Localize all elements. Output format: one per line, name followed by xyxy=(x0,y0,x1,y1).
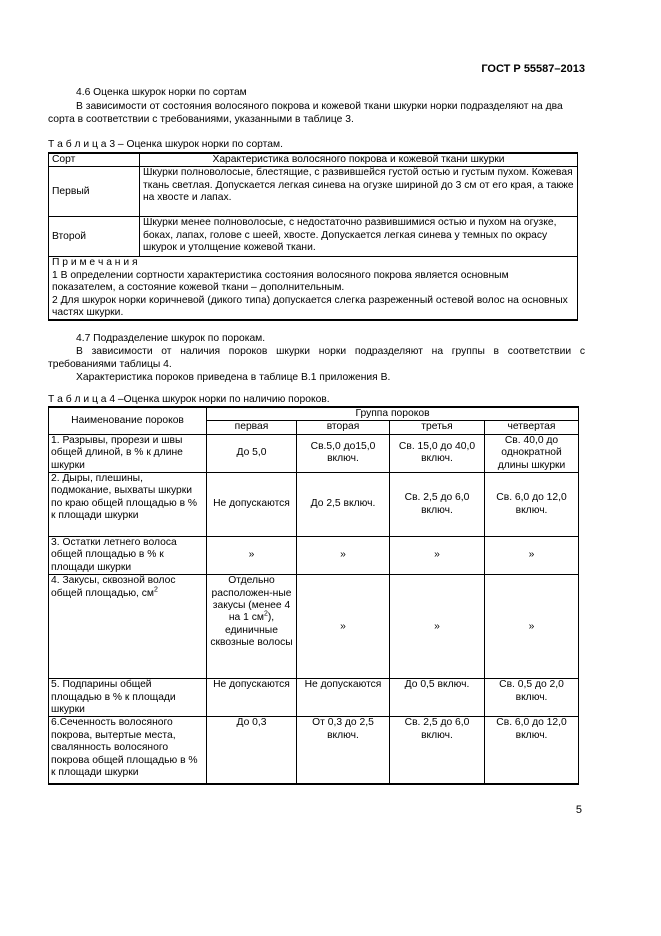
document-id: ГОСТ Р 55587–2013 xyxy=(481,63,585,75)
table4-value: » xyxy=(207,537,297,575)
table3-notes-row xyxy=(49,257,578,321)
table3-sort-cell: Второй xyxy=(49,217,140,257)
table4-value: До 5,0 xyxy=(207,434,297,472)
table4-value: Не допускаются xyxy=(297,679,390,717)
table4-defect-name: 5. Подпарины общей площадью в % к площади шкурки xyxy=(49,679,207,717)
table-row xyxy=(49,473,579,537)
superscript: 2 xyxy=(263,611,268,619)
value-text: Отдельно расположен-ные закусы (менее 4 на 1 см xyxy=(211,575,292,624)
table4-value: Св.5,0 до15,0 включ. xyxy=(297,434,390,472)
table4-value: Св. 2,5 до 6,0 включ. xyxy=(390,717,485,784)
table4 xyxy=(48,406,579,785)
table4-header-group: Группа пороков xyxy=(207,407,579,421)
section-4-7-heading: 4.7 Подразделение шкурок по порокам. xyxy=(76,333,266,344)
table-row xyxy=(49,575,579,679)
table4-defect-name: 3. Остатки летнего волоса общей площадью в % к площади шкурки xyxy=(49,537,207,575)
table-row xyxy=(49,167,578,217)
table4-value: Св. 6,0 до 12,0 включ. xyxy=(485,717,579,784)
table4-value: До 0,5 включ. xyxy=(390,679,485,717)
table3-header-characteristic: Характеристика волосяного покрова и кожевой ткани шкурки xyxy=(140,153,578,167)
note-item: 2 Для шкурок норки коричневой (дикого типа) допускается слегка разреженный остевой волос на основных частях шкурки. xyxy=(52,294,568,319)
table3-header-sort: Сорт xyxy=(49,153,140,167)
table4-header-name: Наименование пороков xyxy=(49,407,207,434)
section-4-7-paragraph2: Характеристика пороков приведена в таблице В.1 приложения В. xyxy=(76,372,391,383)
table3-header-row xyxy=(49,153,578,167)
table-row xyxy=(49,434,579,472)
table4-value: Св. 15,0 до 40,0 включ. xyxy=(390,434,485,472)
section-4-7-paragraph1: В зависимости от наличия пороков шкурки норки подразделяют на группы в соответствии с требованиями таблицы 4. xyxy=(48,346,585,370)
table3-caption: Т а б л и ц а 3 – Оценка шкурок норки по сортам. xyxy=(48,139,283,150)
table4-value: » xyxy=(485,537,579,575)
table4-value: » xyxy=(297,575,390,679)
table4-defect-name: 1. Разрывы, прорези и швы общей длиной, в % к длине шкурки xyxy=(49,434,207,472)
table4-value: Св. 2,5 до 6,0 включ. xyxy=(390,473,485,537)
section-4-6-heading: 4.6 Оценка шкурок норки по сортам xyxy=(76,87,247,98)
table4-value: » xyxy=(485,575,579,679)
table4-defect-name: 2. Дыры, плешины, подмокание, выхваты шкурки по краю общей площадью в % к площади шкурки xyxy=(49,473,207,537)
table4-value: Не допускаются xyxy=(207,679,297,717)
table4-value xyxy=(207,575,297,679)
table4-group-third: третья xyxy=(390,421,485,434)
table4-value: От 0,3 до 2,5 включ. xyxy=(297,717,390,784)
table4-group-second: вторая xyxy=(297,421,390,434)
table3-sort-cell: Первый xyxy=(49,167,140,217)
table4-value: До 0,3 xyxy=(207,717,297,784)
notes-title: П р и м е ч а н и я xyxy=(52,257,138,269)
table4-defect-name: 6.Сеченность волосяного покрова, вытертые места, свалянность волосяного покрова общей площадью в % к площади шкурки xyxy=(49,717,207,784)
table4-defect-name xyxy=(49,575,207,679)
table4-value: » xyxy=(390,575,485,679)
section-4-6-paragraph: В зависимости от состояния волосяного покрова и кожевой ткани шкурки норки подразделяют на два сорта в соответствии с требованиями, указанными в таблице 3. xyxy=(48,101,563,125)
table4-value: Не допускаются xyxy=(207,473,297,537)
table4-caption: Т а б л и ц а 4 –Оценка шкурок норки по наличию пороков. xyxy=(48,394,330,405)
defect-name-text: 4. Закусы, сквозной волос общей площадью, см xyxy=(51,575,176,599)
table4-value: Св. 40,0 до однократной длины шкурки xyxy=(485,434,579,472)
table4-group-first: первая xyxy=(207,421,297,434)
value-text-tail: ), единичные сквозные волосы xyxy=(210,612,293,649)
table4-group-fourth: четвертая xyxy=(485,421,579,434)
table4-value: До 2,5 включ. xyxy=(297,473,390,537)
table4-value: » xyxy=(297,537,390,575)
table3-notes xyxy=(49,257,578,321)
table3-characteristic-cell: Шкурки полноволосые, блестящие, с развившейся густой остью и густым пухом. Кожевая ткань светлая. Допускается легкая синева на огузке шириной до 3 см от его края, а также на хвосте и лапах. xyxy=(140,167,578,217)
table3 xyxy=(48,152,578,321)
page-number: 5 xyxy=(575,804,582,816)
table4-value: » xyxy=(390,537,485,575)
note-item: 1 В определении сортности характеристика состояния волосяного покрова является основным показателем, а состояние кожевой ткани – дополнительным. xyxy=(52,269,509,294)
table4-value: Св. 0,5 до 2,0 включ. xyxy=(485,679,579,717)
table4-value: Св. 6,0 до 12,0 включ. xyxy=(485,473,579,537)
table3-characteristic-cell: Шкурки менее полноволосые, с недостаточно развившимися остью и пухом на огузке, боках, лапах, голове с шеей, хвосте. Допускается легкая синева у темных по окрасу шкурок и утолщение кожевой ткани. xyxy=(140,217,578,257)
superscript: 2 xyxy=(154,586,158,594)
table-row xyxy=(49,679,579,717)
table4-header-row xyxy=(49,407,579,421)
table-row xyxy=(49,217,578,257)
table-row xyxy=(49,717,579,784)
table-row xyxy=(49,537,579,575)
